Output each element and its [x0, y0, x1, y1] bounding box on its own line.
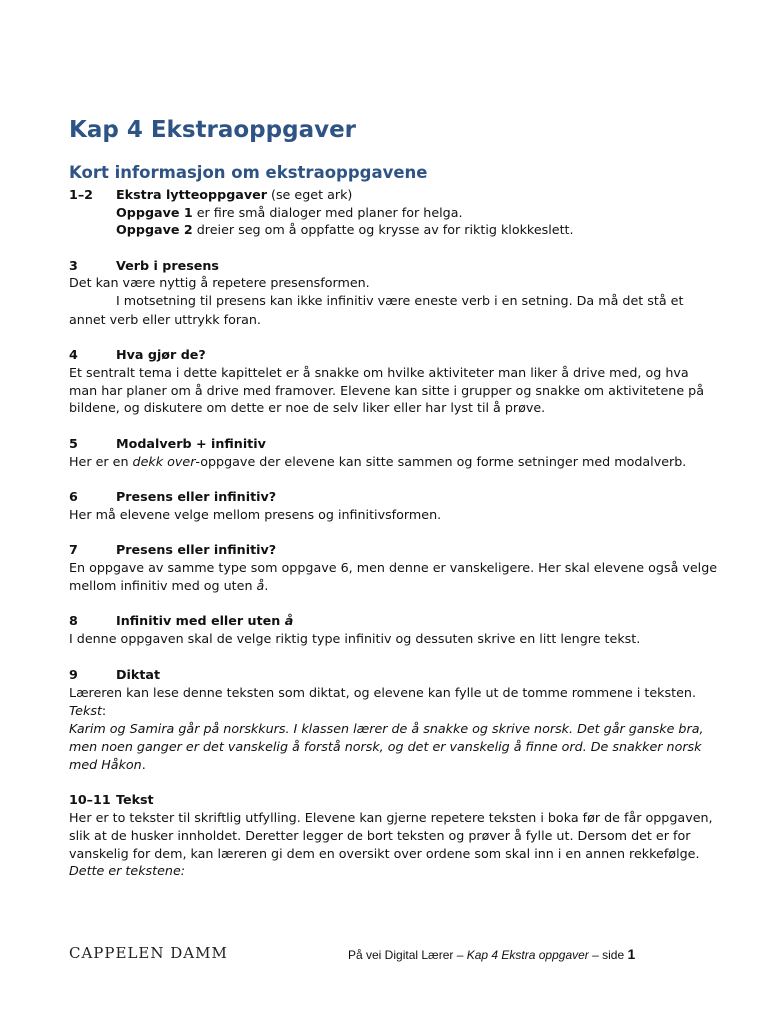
text-run-italic: med Håkon — [69, 757, 142, 772]
paragraph-line: Det kan være nyttig å repetere presensformen. — [69, 275, 370, 290]
section-title: Modalverb + infinitiv — [116, 436, 266, 451]
text-run: mellom infinitiv med og uten — [69, 578, 257, 593]
task-label: Oppgave 1 — [116, 205, 193, 220]
section-number: 8 — [69, 613, 78, 628]
text-run: . — [141, 757, 146, 772]
section-10-heading — [69, 791, 154, 809]
section-title: Presens eller infinitiv? — [116, 489, 277, 504]
paragraph-line — [69, 577, 268, 595]
paragraph-line: annet verb eller uttrykk foran. — [69, 312, 261, 327]
section-title: Hva gjør de? — [116, 347, 206, 362]
text-run: . — [264, 578, 269, 593]
section-title-note: (se eget ark) — [266, 187, 353, 202]
section-1-heading — [69, 186, 352, 204]
section-title-italic: å — [284, 613, 294, 628]
text-run-italic: å — [256, 578, 265, 593]
paragraph-line: En oppgave av samme type som oppgave 6, men denne er vanskeligere. Her skal elevene også velge — [69, 560, 718, 575]
section-number: 10–11 — [69, 792, 111, 807]
section-5-heading — [69, 435, 266, 453]
section-title: Ekstra lytteoppgaver — [116, 187, 267, 202]
footer-text: – side — [588, 948, 628, 962]
text-run-italic: dekk over — [132, 454, 196, 469]
section-7-heading — [69, 541, 276, 559]
task-text: er fire små dialoger med planer for helga. — [192, 205, 463, 220]
section-number: 5 — [69, 436, 78, 451]
section-number: 4 — [69, 347, 78, 362]
publisher-logo: CAPPELEN DAMM — [69, 944, 228, 962]
task-label: Oppgave 2 — [116, 222, 193, 237]
section-number: 6 — [69, 489, 78, 504]
dictation-line: men noen ganger er det vanskelig å forstå norsk, og det er vanskelig å finne ord. De snakker norsk — [69, 739, 702, 754]
section-title: Verb i presens — [116, 258, 219, 273]
section-number: 9 — [69, 667, 78, 682]
section-3-heading — [69, 257, 219, 275]
paragraph-line: Her må elevene velge mellom presens og infinitivsformen. — [69, 507, 442, 522]
task-text: dreier seg om å oppfatte og krysse av for riktig klokkeslett. — [192, 222, 574, 237]
section-4-heading — [69, 346, 206, 364]
paragraph-line: Dette er tekstene: — [69, 863, 186, 878]
text-run: : — [101, 703, 107, 718]
section-9-heading — [69, 666, 160, 684]
section-number: 7 — [69, 542, 78, 557]
paragraph-line: Her er to tekster til skriftlig utfylling. Elevene kan gjerne repetere teksten i boka før de får oppgaven, — [69, 810, 713, 825]
page-subtitle: Kort informasjon om ekstraoppgavene — [69, 163, 428, 182]
section-1-line-2 — [69, 221, 574, 239]
dictation-line: Karim og Samira går på norskkurs. I klassen lærer de å snakke og skrive norsk. Det går ganske bra, — [69, 721, 704, 736]
section-1-line-1 — [69, 204, 463, 222]
paragraph-line: slik at de husker innholdet. Deretter legger de bort teksten og prøver å fylle ut. Dersom det er for — [69, 828, 691, 843]
paragraph-line — [69, 702, 106, 720]
paragraph-line: Læreren kan lese denne teksten som diktat, og elevene kan fylle ut de tomme rommene i teksten. — [69, 685, 696, 700]
paragraph-line: I denne oppgaven skal de velge riktig type infinitiv og dessuten skrive en litt lengre tekst. — [69, 631, 641, 646]
section-title: Infinitiv med eller uten — [116, 613, 285, 628]
footer-chapter: Kap 4 Ekstra oppgaver — [466, 948, 589, 962]
paragraph-line: vanskelig for dem, kan læreren gi dem en oversikt over ordene som skal inn i en annen rekkefølge. — [69, 846, 700, 861]
paragraph-line: I motsetning til presens kan ikke infinitiv være eneste verb i en setning. Da må det stå et — [116, 293, 684, 308]
dictation-line — [69, 756, 146, 774]
section-number: 1–2 — [69, 187, 93, 202]
text-run-italic: Tekst — [69, 703, 102, 718]
section-title: Diktat — [116, 667, 161, 682]
paragraph-line: Et sentralt tema i dette kapittelet er å snakke om hvilke aktiviteter man liker å drive med, og hva — [69, 365, 689, 380]
text-run: Her er en — [69, 454, 133, 469]
paragraph-line — [69, 453, 686, 471]
paragraph-line: bildene, og diskutere om dette er noe de selv liker eller har lyst til å prøve. — [69, 400, 546, 415]
section-title: Tekst — [116, 792, 154, 807]
page-footer — [348, 946, 635, 962]
section-title: Presens eller infinitiv? — [116, 542, 277, 557]
text-run: -oppgave der elevene kan sitte sammen og forme setninger med modalverb. — [195, 454, 687, 469]
section-6-heading — [69, 488, 276, 506]
section-number: 3 — [69, 258, 78, 273]
footer-text: På vei Digital Lærer – — [348, 948, 467, 962]
page-title: Kap 4 Ekstraoppgaver — [69, 117, 357, 143]
page-number: 1 — [627, 946, 636, 962]
section-8-heading — [69, 612, 293, 630]
paragraph-line: man har planer om å drive med framover. Elevene kan sitte i grupper og snakke om aktivitetene på — [69, 383, 704, 398]
